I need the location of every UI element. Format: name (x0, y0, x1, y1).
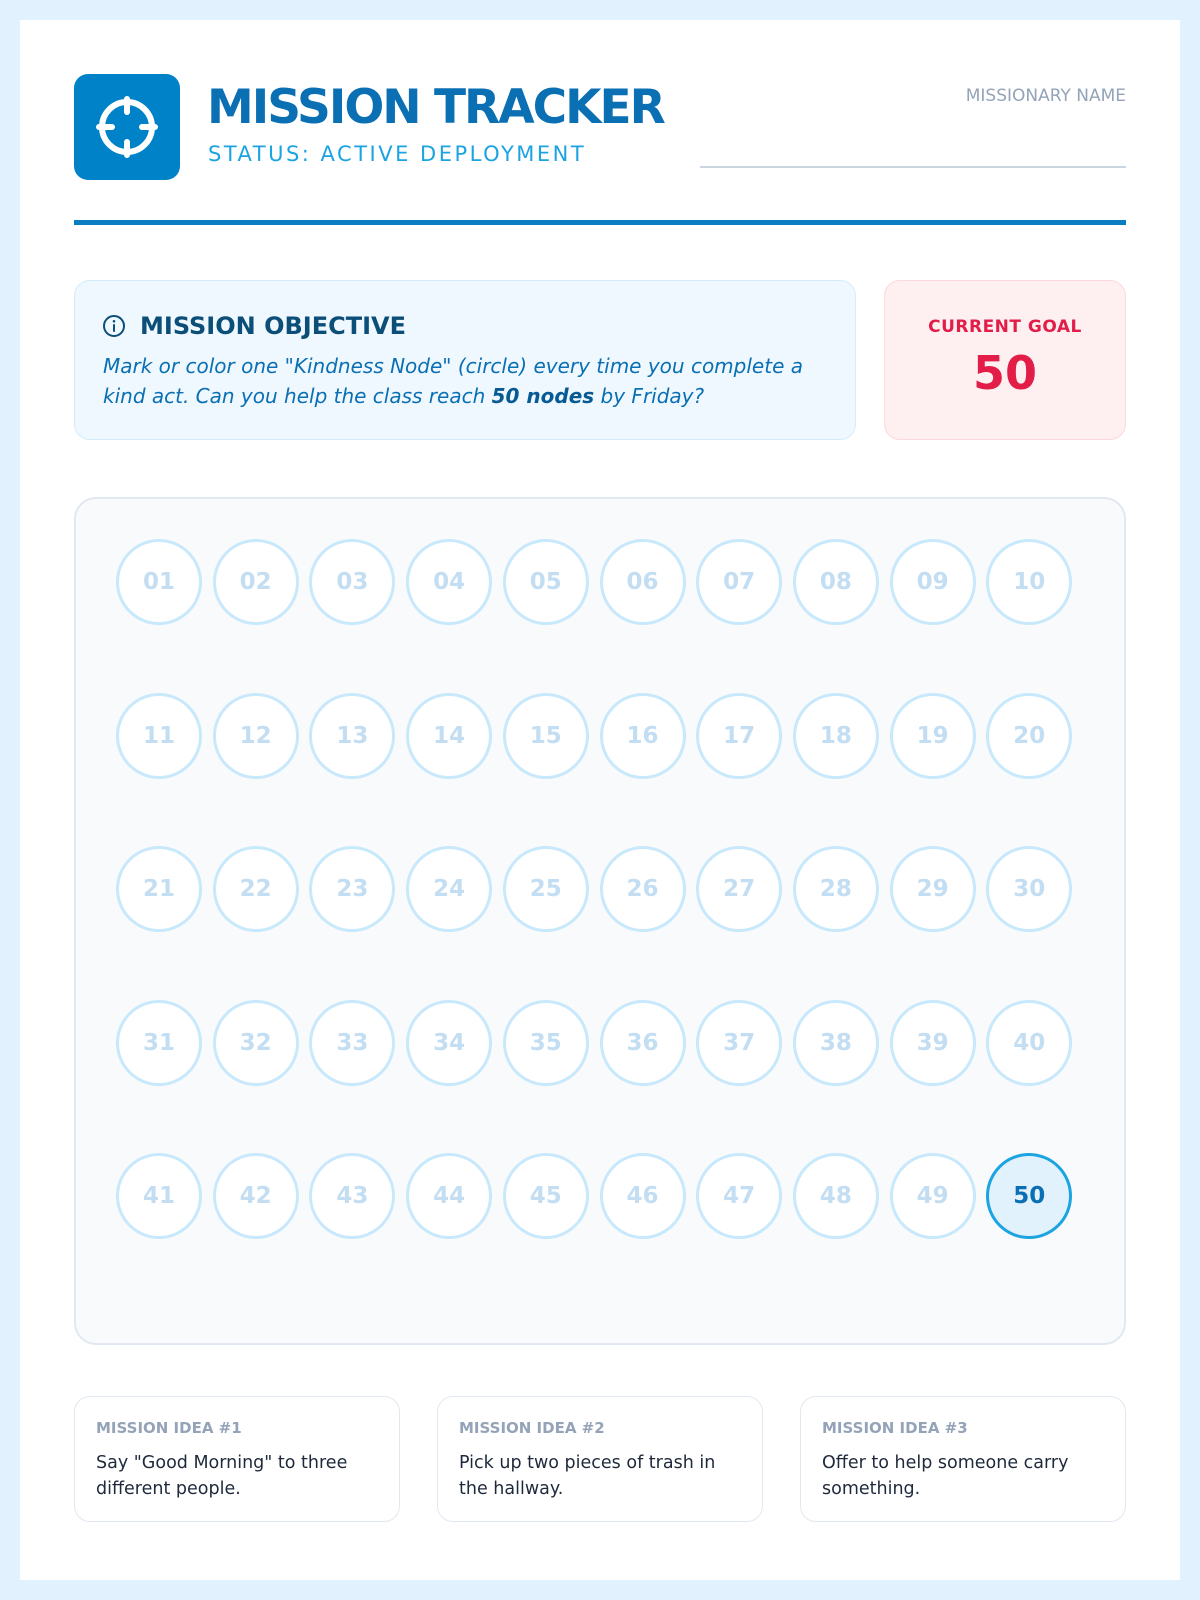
kindness-node[interactable]: 33 (309, 1000, 395, 1086)
kindness-node[interactable]: 20 (986, 693, 1072, 779)
kindness-node[interactable]: 09 (890, 539, 976, 625)
idea-text: Offer to help someone carry something. (822, 1453, 1069, 1499)
kindness-node[interactable]: 22 (213, 846, 299, 932)
kindness-node[interactable]: 36 (600, 1000, 686, 1086)
idea-label: MISSION IDEA #2 (459, 1419, 605, 1437)
kindness-node[interactable]: 07 (696, 539, 782, 625)
status-text: STATUS: ACTIVE DEPLOYMENT (208, 142, 587, 166)
kindness-node[interactable]: 35 (503, 1000, 589, 1086)
kindness-node[interactable]: 11 (116, 693, 202, 779)
kindness-node[interactable]: 45 (503, 1153, 589, 1239)
kindness-node[interactable]: 14 (406, 693, 492, 779)
kindness-node[interactable]: 19 (890, 693, 976, 779)
kindness-node[interactable]: 15 (503, 693, 589, 779)
kindness-node[interactable]: 34 (406, 1000, 492, 1086)
kindness-node[interactable]: 38 (793, 1000, 879, 1086)
kindness-node[interactable]: 24 (406, 846, 492, 932)
mission-idea-card-3 (800, 1396, 1126, 1522)
kindness-node[interactable]: 28 (793, 846, 879, 932)
kindness-node[interactable]: 05 (503, 539, 589, 625)
mission-objective-card (74, 280, 856, 440)
kindness-node[interactable]: 18 (793, 693, 879, 779)
objective-text-start: Mark or color one "Kindness Node" (circle) every time you complete a kind act. Can you help the class reach (103, 354, 803, 408)
kindness-node[interactable]: 46 (600, 1153, 686, 1239)
goal-kindness-node[interactable]: 50 (986, 1153, 1072, 1239)
kindness-node[interactable]: 12 (213, 693, 299, 779)
goal-label: CURRENT GOAL (928, 317, 1082, 337)
kindness-node[interactable]: 04 (406, 539, 492, 625)
kindness-node[interactable]: 47 (696, 1153, 782, 1239)
kindness-node[interactable]: 32 (213, 1000, 299, 1086)
kindness-node[interactable]: 10 (986, 539, 1072, 625)
kindness-node[interactable]: 37 (696, 1000, 782, 1086)
kindness-node[interactable]: 03 (309, 539, 395, 625)
idea-text: Pick up two pieces of trash in the hallway. (459, 1453, 716, 1499)
objective-text-highlight: 50 nodes (491, 384, 595, 408)
idea-label: MISSION IDEA #1 (96, 1419, 242, 1437)
worksheet-page (20, 20, 1180, 1580)
missionary-name-field[interactable] (700, 166, 1126, 168)
kindness-node[interactable]: 21 (116, 846, 202, 932)
mission-idea-card-2 (437, 1396, 763, 1522)
kindness-node[interactable]: 31 (116, 1000, 202, 1086)
page-title: MISSION TRACKER (207, 80, 664, 135)
idea-text: Say "Good Morning" to three different people. (96, 1453, 348, 1499)
objective-title: MISSION OBJECTIVE (140, 312, 406, 340)
kindness-node[interactable]: 08 (793, 539, 879, 625)
kindness-node[interactable]: 29 (890, 846, 976, 932)
kindness-node[interactable]: 39 (890, 1000, 976, 1086)
kindness-node[interactable]: 16 (600, 693, 686, 779)
header-divider (74, 220, 1126, 225)
idea-label: MISSION IDEA #3 (822, 1419, 968, 1437)
objective-text (103, 351, 833, 411)
kindness-node[interactable]: 23 (309, 846, 395, 932)
kindness-node[interactable]: 30 (986, 846, 1072, 932)
kindness-node[interactable]: 02 (213, 539, 299, 625)
kindness-node[interactable]: 41 (116, 1153, 202, 1239)
kindness-node[interactable]: 27 (696, 846, 782, 932)
mission-idea-card-1 (74, 1396, 400, 1522)
kindness-node[interactable]: 44 (406, 1153, 492, 1239)
objective-header (102, 311, 406, 341)
missionary-name-label: MISSIONARY NAME (965, 86, 1126, 106)
kindness-node[interactable]: 25 (503, 846, 589, 932)
kindness-node[interactable]: 49 (890, 1153, 976, 1239)
kindness-node[interactable]: 13 (309, 693, 395, 779)
goal-value: 50 (972, 346, 1037, 400)
info-icon (102, 314, 126, 338)
objective-text-end: by Friday? (594, 384, 705, 408)
kindness-node[interactable]: 26 (600, 846, 686, 932)
kindness-node[interactable]: 48 (793, 1153, 879, 1239)
kindness-node[interactable]: 42 (213, 1153, 299, 1239)
kindness-node[interactable]: 43 (309, 1153, 395, 1239)
logo-badge (74, 74, 180, 180)
kindness-node[interactable]: 01 (116, 539, 202, 625)
current-goal-card (884, 280, 1126, 440)
kindness-node-grid (74, 497, 1126, 1345)
crosshair-icon (96, 96, 158, 158)
kindness-node[interactable]: 06 (600, 539, 686, 625)
kindness-node[interactable]: 40 (986, 1000, 1072, 1086)
kindness-node[interactable]: 17 (696, 693, 782, 779)
